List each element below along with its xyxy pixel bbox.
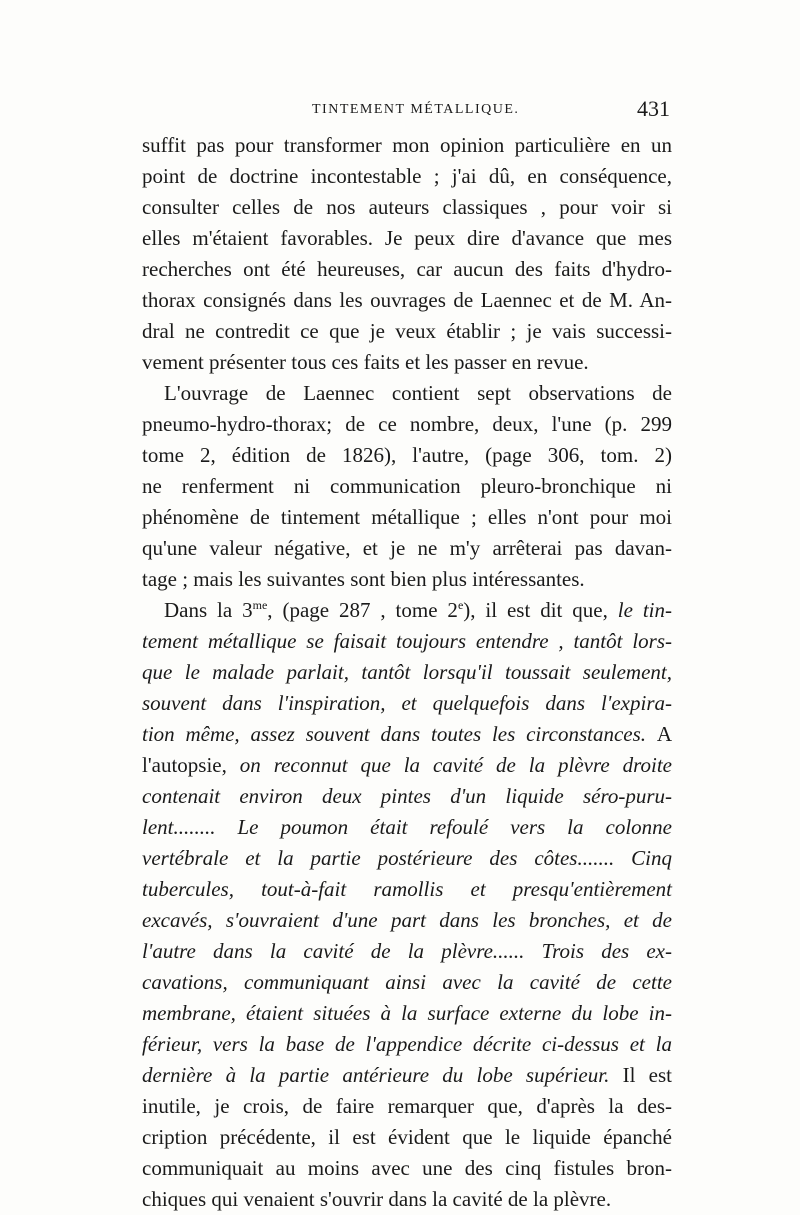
text-line: thorax consignés dans les ouvrages de Laennec et de M. An- xyxy=(142,288,672,312)
body-text xyxy=(142,130,672,1215)
text-line: vement présenter tous ces faits et les passer en revue. xyxy=(142,350,589,374)
text-run: Dans la 3 xyxy=(164,598,253,622)
text-line: point de doctrine incontestable ; j'ai dû, en conséquence, xyxy=(142,164,672,188)
text-line: lent........ Le poumon était refoulé vers la colonne xyxy=(142,815,672,839)
page-header xyxy=(140,96,670,126)
text-line: tubercules, tout-à-fait ramollis et presqu'entièrement xyxy=(142,877,672,901)
text-run: , (page 287 , tome 2 xyxy=(267,598,458,622)
text-line: qu'une valeur négative, et je ne m'y arrêterai pas davan- xyxy=(142,536,672,560)
text-line: suffit pas pour transformer mon opinion particulière en un xyxy=(142,133,672,157)
text-line: phénomène de tintement métallique ; elles n'ont pour moi xyxy=(142,505,672,529)
text-line xyxy=(142,1060,672,1091)
text-line: consulter celles de nos auteurs classiques , pour voir si xyxy=(142,195,672,219)
running-head: TINTEMENT MÉTALLIQUE. xyxy=(312,102,520,117)
text-line: pneumo-hydro-thorax; de ce nombre, deux, l'une (p. 299 xyxy=(142,412,672,436)
text-line: chiques qui venaient s'ouvrir dans la cavité de la plèvre. xyxy=(142,1187,612,1211)
text-line: tome 2, édition de 1826), l'autre, (page 306, tom. 2) xyxy=(142,443,672,467)
text-line xyxy=(142,719,672,750)
text-line: tage ; mais les suivantes sont bien plus intéressantes. xyxy=(142,567,585,591)
text-line: ne renferment ni communication pleuro-bronchique ni xyxy=(142,474,672,498)
text-line xyxy=(142,595,672,626)
text-line: recherches ont été heureuses, car aucun des faits d'hydro- xyxy=(142,257,672,281)
text-run: l'autopsie, xyxy=(142,753,227,777)
text-line: contenait environ deux pintes d'un liquide séro-puru- xyxy=(142,784,672,808)
text-line: cription précédente, il est évident que le liquide épanché xyxy=(142,1125,672,1149)
text-line: inutile, je crois, de faire remarquer que, d'après la des- xyxy=(142,1094,672,1118)
text-line: L'ouvrage de Laennec contient sept observations de xyxy=(164,381,672,405)
text-line: vertébrale et la partie postérieure des côtes....... Cinq xyxy=(142,846,672,870)
text-line: membrane, étaient situées à la surface externe du lobe in- xyxy=(142,1001,672,1025)
superscript: me xyxy=(252,598,268,612)
italic-run: tion même, assez souvent dans toutes les circonstances. xyxy=(142,722,647,746)
text-line: cavations, communiquant ainsi avec la cavité de cette xyxy=(142,970,672,994)
text-line: communiquait au moins avec une des cinq fistules bron- xyxy=(142,1156,672,1180)
text-line: elles m'étaient favorables. Je peux dire d'avance que mes xyxy=(142,226,672,250)
text-line xyxy=(142,750,672,781)
text-line: souvent dans l'inspiration, et quelquefois dans l'expira- xyxy=(142,691,672,715)
text-run: ), il est dit que, xyxy=(463,598,608,622)
page-number: 431 xyxy=(637,96,670,121)
text-line: excavés, s'ouvraient d'une part dans les bronches, et de xyxy=(142,908,672,932)
italic-run: dernière à la partie antérieure du lobe supérieur. xyxy=(142,1063,610,1087)
italic-run: le tin- xyxy=(617,598,672,622)
text-run: Il est xyxy=(622,1063,672,1087)
text-line: que le malade parlait, tantôt lorsqu'il toussait seulement, xyxy=(142,660,672,684)
text-run: A xyxy=(656,722,672,746)
text-line: l'autre dans la cavité de la plèvre...... Trois des ex- xyxy=(142,939,672,963)
text-line: tement métallique se faisait toujours entendre , tantôt lors- xyxy=(142,629,672,653)
text-line: férieur, vers la base de l'appendice décrite ci-dessus et la xyxy=(142,1032,672,1056)
italic-run: on reconnut que la cavité de la plèvre droite xyxy=(239,753,672,777)
text-line: dral ne contredit ce que je veux établir ; je vais successi- xyxy=(142,319,672,343)
superscript: e xyxy=(457,598,464,612)
